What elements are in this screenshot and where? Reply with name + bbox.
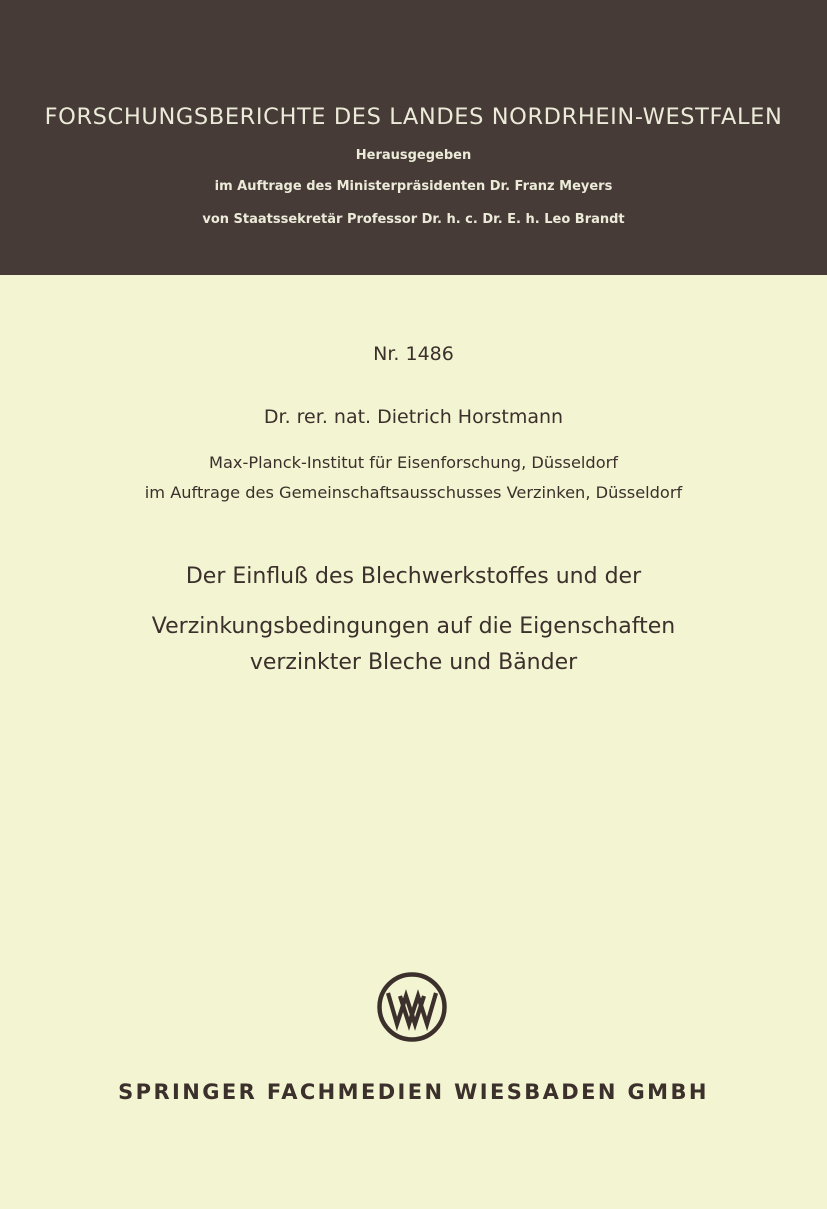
series-title: FORSCHUNGSBERICHTE DES LANDES NORDRHEIN-WESTFALEN <box>44 104 783 130</box>
author-commission: im Auftrage des Gemeinschaftsausschusses Verzinken, Düsseldorf <box>144 483 683 502</box>
book-title-line-2: Verzinkungsbedingungen auf die Eigenschaften <box>151 614 676 639</box>
springer-ww-logo-icon <box>376 971 448 1043</box>
series-header-band <box>0 0 827 275</box>
book-title-line-3: verzinkter Bleche und Bänder <box>249 650 578 675</box>
author-affiliation: Max-Planck-Institut für Eisenforschung, Düsseldorf <box>209 453 618 472</box>
author-name: Dr. rer. nat. Dietrich Horstmann <box>263 406 564 428</box>
book-title-line-1: Der Einfluß des Blechwerkstoffes und der <box>185 564 642 589</box>
editor-statement: von Staatssekretär Professor Dr. h. c. Dr. E. h. Leo Brandt <box>202 212 625 227</box>
editor-label: Herausgegeben <box>355 148 472 163</box>
issue-number: Nr. 1486 <box>373 343 454 365</box>
publisher-name: SPRINGER FACHMEDIEN WIESBADEN GMBH <box>118 1080 709 1104</box>
commission-statement: im Auftrage des Ministerpräsidenten Dr. Franz Meyers <box>214 179 613 194</box>
